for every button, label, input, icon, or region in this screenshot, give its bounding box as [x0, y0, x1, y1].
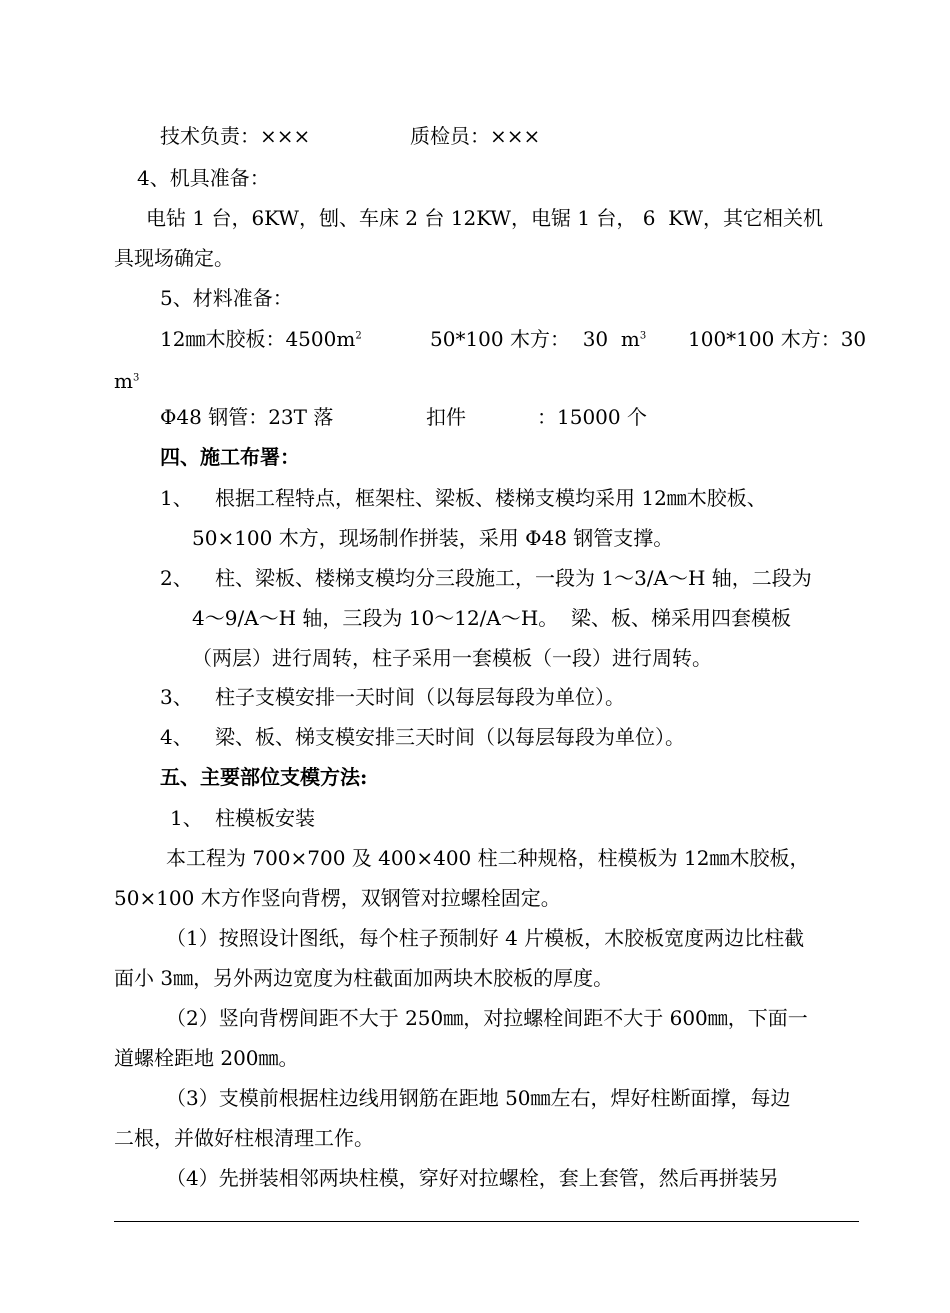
step-3-line-1: （3）支模前根据柱边线用钢筋在距地 50㎜左右，焊好柱断面撑，每边: [166, 1086, 791, 1110]
material-timber-100-sup: 3: [132, 372, 140, 384]
section-4-item-1-line-2: 50×100 木方，现场制作拼装，采用 Φ48 钢管支撑。: [192, 526, 674, 550]
section-4-item-3-line-1: 柱子支模安排一天时间（以每层每段为单位）。: [215, 685, 625, 709]
section-5-heading: 五、主要部位支模方法:: [160, 765, 368, 789]
material-timber-50-text: 50*100 木方： 30 m: [430, 327, 640, 351]
tools-heading: 4、机具准备：: [137, 166, 270, 190]
step-2-line-1: （2）竖向背楞间距不大于 250㎜，对拉螺栓间距不大于 600㎜，下面一: [166, 1006, 808, 1030]
section-4-item-1-num: 1、: [160, 486, 193, 510]
material-timber-100: 100*100 木方：30: [688, 327, 867, 351]
section-4-item-2-line-1: 柱、梁板、楼梯支模均分三段施工，一段为 1～3/A～H 轴，二段为: [215, 566, 812, 590]
section-5-intro-line-1: 本工程为 700×700 及 400×400 柱二种规格，柱模板为 12㎜木胶板，: [166, 846, 810, 870]
step-1-line-1: （1）按照设计图纸，每个柱子预制好 4 片模板，木胶板宽度两边比柱截: [166, 926, 805, 950]
section-5-sub-1-num: 1、: [170, 806, 203, 830]
step-4-line-1: （4）先拼装相邻两块柱模，穿好对拉螺栓，套上套管，然后再拼装另: [166, 1166, 779, 1190]
material-fastener-value: ：15000 个: [537, 405, 647, 429]
material-timber-100-unit: [114, 369, 139, 393]
materials-heading: 5、材料准备：: [160, 286, 293, 310]
material-fastener-label: 扣件: [426, 405, 466, 429]
material-steel-pipe: Φ48 钢管：23T 落: [160, 405, 334, 429]
step-2-line-2: 道螺栓距地 200㎜。: [114, 1046, 299, 1070]
section-4-item-2-line-2: 4～9/A～H 轴，三段为 10～12/A～H。 梁、板、梯采用四套模板: [192, 606, 792, 630]
tools-line-2: 具现场确定。: [114, 246, 234, 270]
material-timber-100-unit-text: m: [114, 369, 133, 393]
tech-lead-text: 技术负责：×××: [160, 124, 311, 148]
footer-rule: [114, 1221, 859, 1222]
step-1-line-2: 面小 3㎜，另外两边宽度为柱截面加两块木胶板的厚度。: [114, 966, 614, 990]
section-4-item-2-num: 2、: [160, 566, 193, 590]
inspector-text: 质检员：×××: [410, 124, 541, 148]
material-plywood-text: 12㎜木胶板：4500m: [160, 327, 356, 351]
section-4-heading: 四、施工布署：: [160, 445, 300, 469]
section-5-sub-1-title: 柱模板安装: [215, 806, 315, 830]
material-plywood: [160, 327, 362, 351]
tools-line-1: 电钻 1 台，6KW，刨、车床 2 台 12KW，电锯 1 台， 6 KW，其它相关机: [146, 206, 824, 230]
section-5-intro-line-2: 50×100 木方作竖向背楞，双钢管对拉螺栓固定。: [114, 886, 561, 910]
material-timber-50: [430, 327, 646, 351]
section-4-item-4-line-1: 梁、板、梯支模安排三天时间（以每层每段为单位）。: [215, 725, 685, 749]
step-3-line-2: 二根，并做好柱根清理工作。: [114, 1126, 374, 1150]
section-4-item-1-line-1: 根据工程特点，框架柱、梁板、楼梯支模均采用 12㎜木胶板、: [215, 486, 767, 510]
material-timber-50-sup: 3: [639, 330, 647, 342]
section-4-item-2-line-3: （两层）进行周转，柱子采用一套模板（一段）进行周转。: [192, 646, 712, 670]
section-4-item-4-num: 4、: [160, 725, 193, 749]
section-4-item-3-num: 3、: [160, 685, 193, 709]
material-plywood-sup: 2: [355, 330, 362, 342]
